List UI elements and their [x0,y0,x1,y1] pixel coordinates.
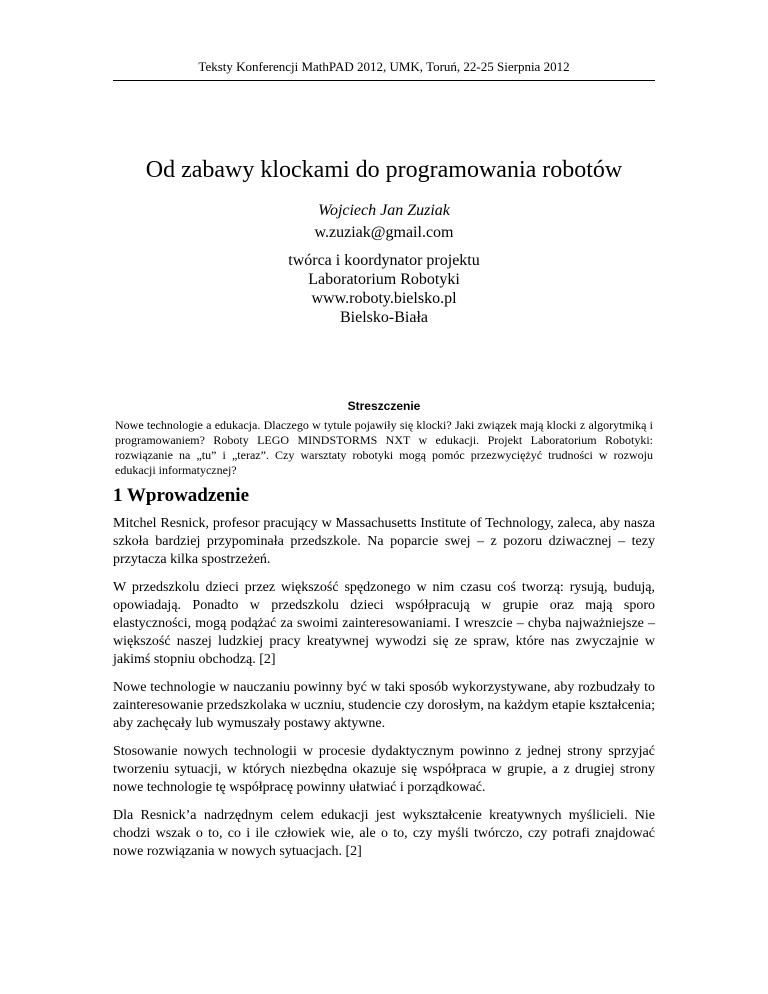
affiliation-website[interactable]: www.roboty.bielsko.pl [311,290,457,307]
affiliation-role: twórca i koordynator projektu [288,252,480,269]
body-paragraph: Mitchel Resnick, profesor pracujący w Massachusetts Institute of Technology, zaleca, aby nasza szkoła bardziej przypominała przedszkole. Na poparcie swej – z pozoru dziwacznej – tezy przytacza kilka spostrzeżeń. [113,516,655,567]
body-paragraph: Stosowanie nowych technologii w procesie dydaktycznym powinno z jednej strony sprzyjać tworzeniu sytuacji, w których niezbędna okazuje się współpraca w grupie, a z drugiej strony nowe technologie tę współpracę powinny ułatwiać i porządkować. [113,744,655,795]
author-name: Wojciech Jan Zuziak [318,202,450,219]
body-paragraph: Dla Resnick’a nadrzędnym celem edukacji jest wykształcenie kreatywnych myślicieli. Nie chodzi wszak o to, co i ile człowiek wie, ale o to, czy myśli twórczo, czy potrafi znajdować nowe rozwiązania w nowych sytuacjach. [2] [113,808,655,859]
section-heading: 1 Wprowadzenie [113,485,249,506]
author-block [0,201,768,327]
abstract-heading: Streszczenie [347,399,421,413]
running-header: Teksty Konferencji MathPAD 2012, UMK, Toruń, 22-25 Sierpnia 2012 [198,59,570,74]
header-rule [113,80,655,81]
affiliation-city: Bielsko-Biała [340,309,428,326]
paper-title: Od zabawy klockami do programowania robotów [145,157,623,183]
body-paragraph: W przedszkolu dzieci przez większość spędzonego w nim czasu coś tworzą: rysują, budują, opowiadają. Ponadto w przedszkolu dzieci współpracują w grupie oraz mają sporo elastyczności, mogą podążać za swoimi zainteresowaniami. I wreszcie – chyba najważniejsze – większość naszej ludzkiej pracy kreatywnej wywodzi się ze spraw, które nas zwyczajnie w jakimś stopniu obchodzą. [2] [113,580,655,667]
abstract-text: Nowe technologie a edukacja. Dlaczego w tytule pojawiły się klocki? Jaki związek mają klocki z algorytmiką i programowaniem? Roboty LEGO MINDSTORMS NXT w edukacji. Projekt Laboratorium Robotyki: rozwiązanie na „tu” i „teraz”. Czy warsztaty robotyki mogą pomóc przezwyciężyć trudności w rozwoju edukacji informatycznej? [115,418,653,477]
section-body [113,515,655,871]
author-email[interactable]: w.zuziak@gmail.com [314,224,454,241]
body-paragraph: Nowe technologie w nauczaniu powinny być w taki sposób wykorzystywane, aby rozbudzały to zainteresowanie przedszkolaka w uczniu, studencie czy dorosłym, na każdym etapie kształcenia; aby zachęcały lub wymuszały postawy aktywne. [113,680,655,731]
affiliation-organization: Laboratorium Robotyki [308,271,460,288]
